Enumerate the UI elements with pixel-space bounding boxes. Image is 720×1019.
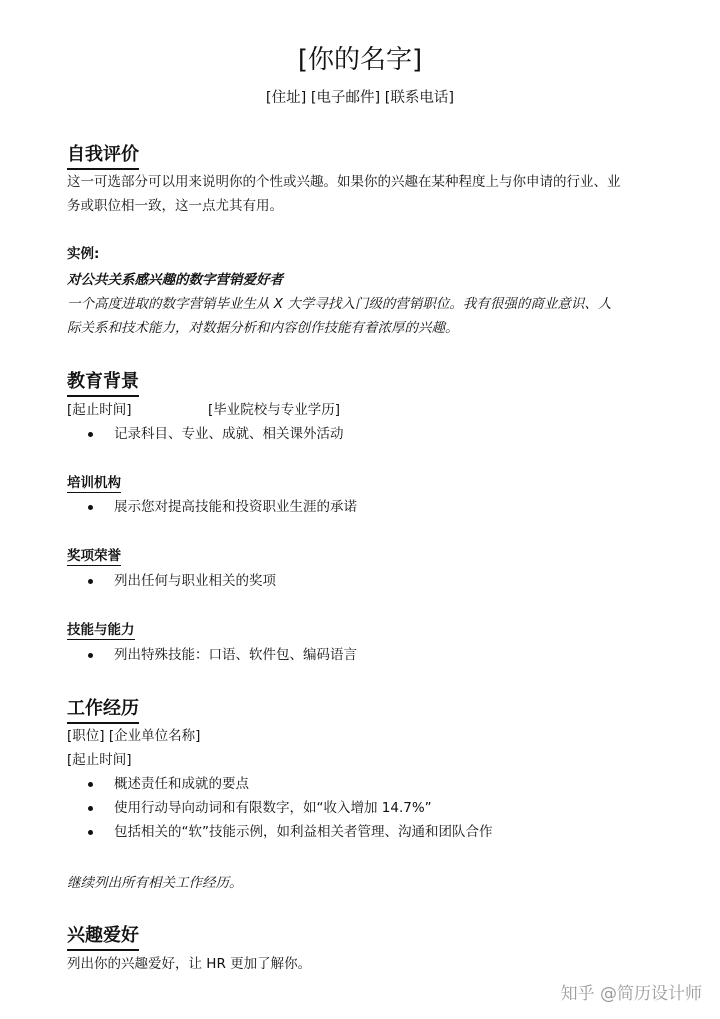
education-school: [毕业院校与专业学历] [208, 402, 341, 418]
work-bullet-text: 概述责任和成就的要点 [114, 776, 249, 792]
example-title: 对公共关系感兴趣的数字营销爱好者 [67, 272, 283, 288]
contact-info: [住址] [电子邮件] [联系电话] [265, 90, 455, 106]
education-period: [起止时间] [67, 402, 132, 418]
work-bullet-text: 使用行动导向动词和有限数字，如“收入增加 14.7%” [114, 800, 432, 816]
work-period: [起止时间] [67, 752, 132, 768]
bullet-dot [88, 505, 93, 510]
work-position: [职位] [企业单位名称] [67, 728, 201, 744]
bullet-dot [88, 830, 93, 835]
self-eval-desc-line1: 这一可选部分可以用来说明你的个性或兴趣。如果你的兴趣在某种程度上与你申请的行业、业 [67, 174, 621, 190]
section-title-awards: 奖项荣誉 [67, 548, 121, 564]
work-bullet-text: 包括相关的“软”技能示例，如利益相关者管理、沟通和团队合作 [114, 824, 493, 840]
section-title-work: 工作经历 [67, 697, 139, 724]
education-bullet-text: 记录科目、专业、成就、相关课外活动 [114, 426, 344, 442]
self-eval-desc-line2: 务或职位相一致，这一点尤其有用。 [67, 198, 283, 214]
section-title-self-eval: 自我评价 [67, 143, 139, 170]
section-title-hobbies: 兴趣爱好 [67, 924, 139, 951]
example-line1: 一个高度进取的数字营销毕业生从 X 大学寻找入门级的营销职位。我有很强的商业意识、人 [67, 296, 612, 312]
skills-bullet-text: 列出特殊技能：口语、软件包、编码语言 [114, 647, 357, 663]
section-title-education: 教育背景 [67, 370, 139, 397]
example-line2: 际关系和技术能力，对数据分析和内容创作技能有着浓厚的兴趣。 [67, 320, 459, 336]
bullet-dot [88, 806, 93, 811]
bullet-dot [88, 432, 93, 437]
hobbies-desc: 列出你的兴趣爱好，让 HR 更加了解你。 [67, 956, 312, 972]
example-label: 实例: [67, 246, 100, 262]
bullet-dot [88, 782, 93, 787]
resume-name: [你的名字] [297, 45, 423, 75]
awards-bullet-text: 列出任何与职业相关的奖项 [114, 573, 276, 589]
bullet-dot [88, 653, 93, 658]
section-title-skills: 技能与能力 [67, 622, 135, 638]
section-title-training: 培训机构 [67, 475, 121, 491]
watermark: 知乎 @简历设计师 [560, 984, 702, 1004]
bullet-dot [88, 579, 93, 584]
training-bullet-text: 展示您对提高技能和投资职业生涯的承诺 [114, 499, 357, 515]
work-note: 继续列出所有相关工作经历。 [67, 875, 243, 891]
